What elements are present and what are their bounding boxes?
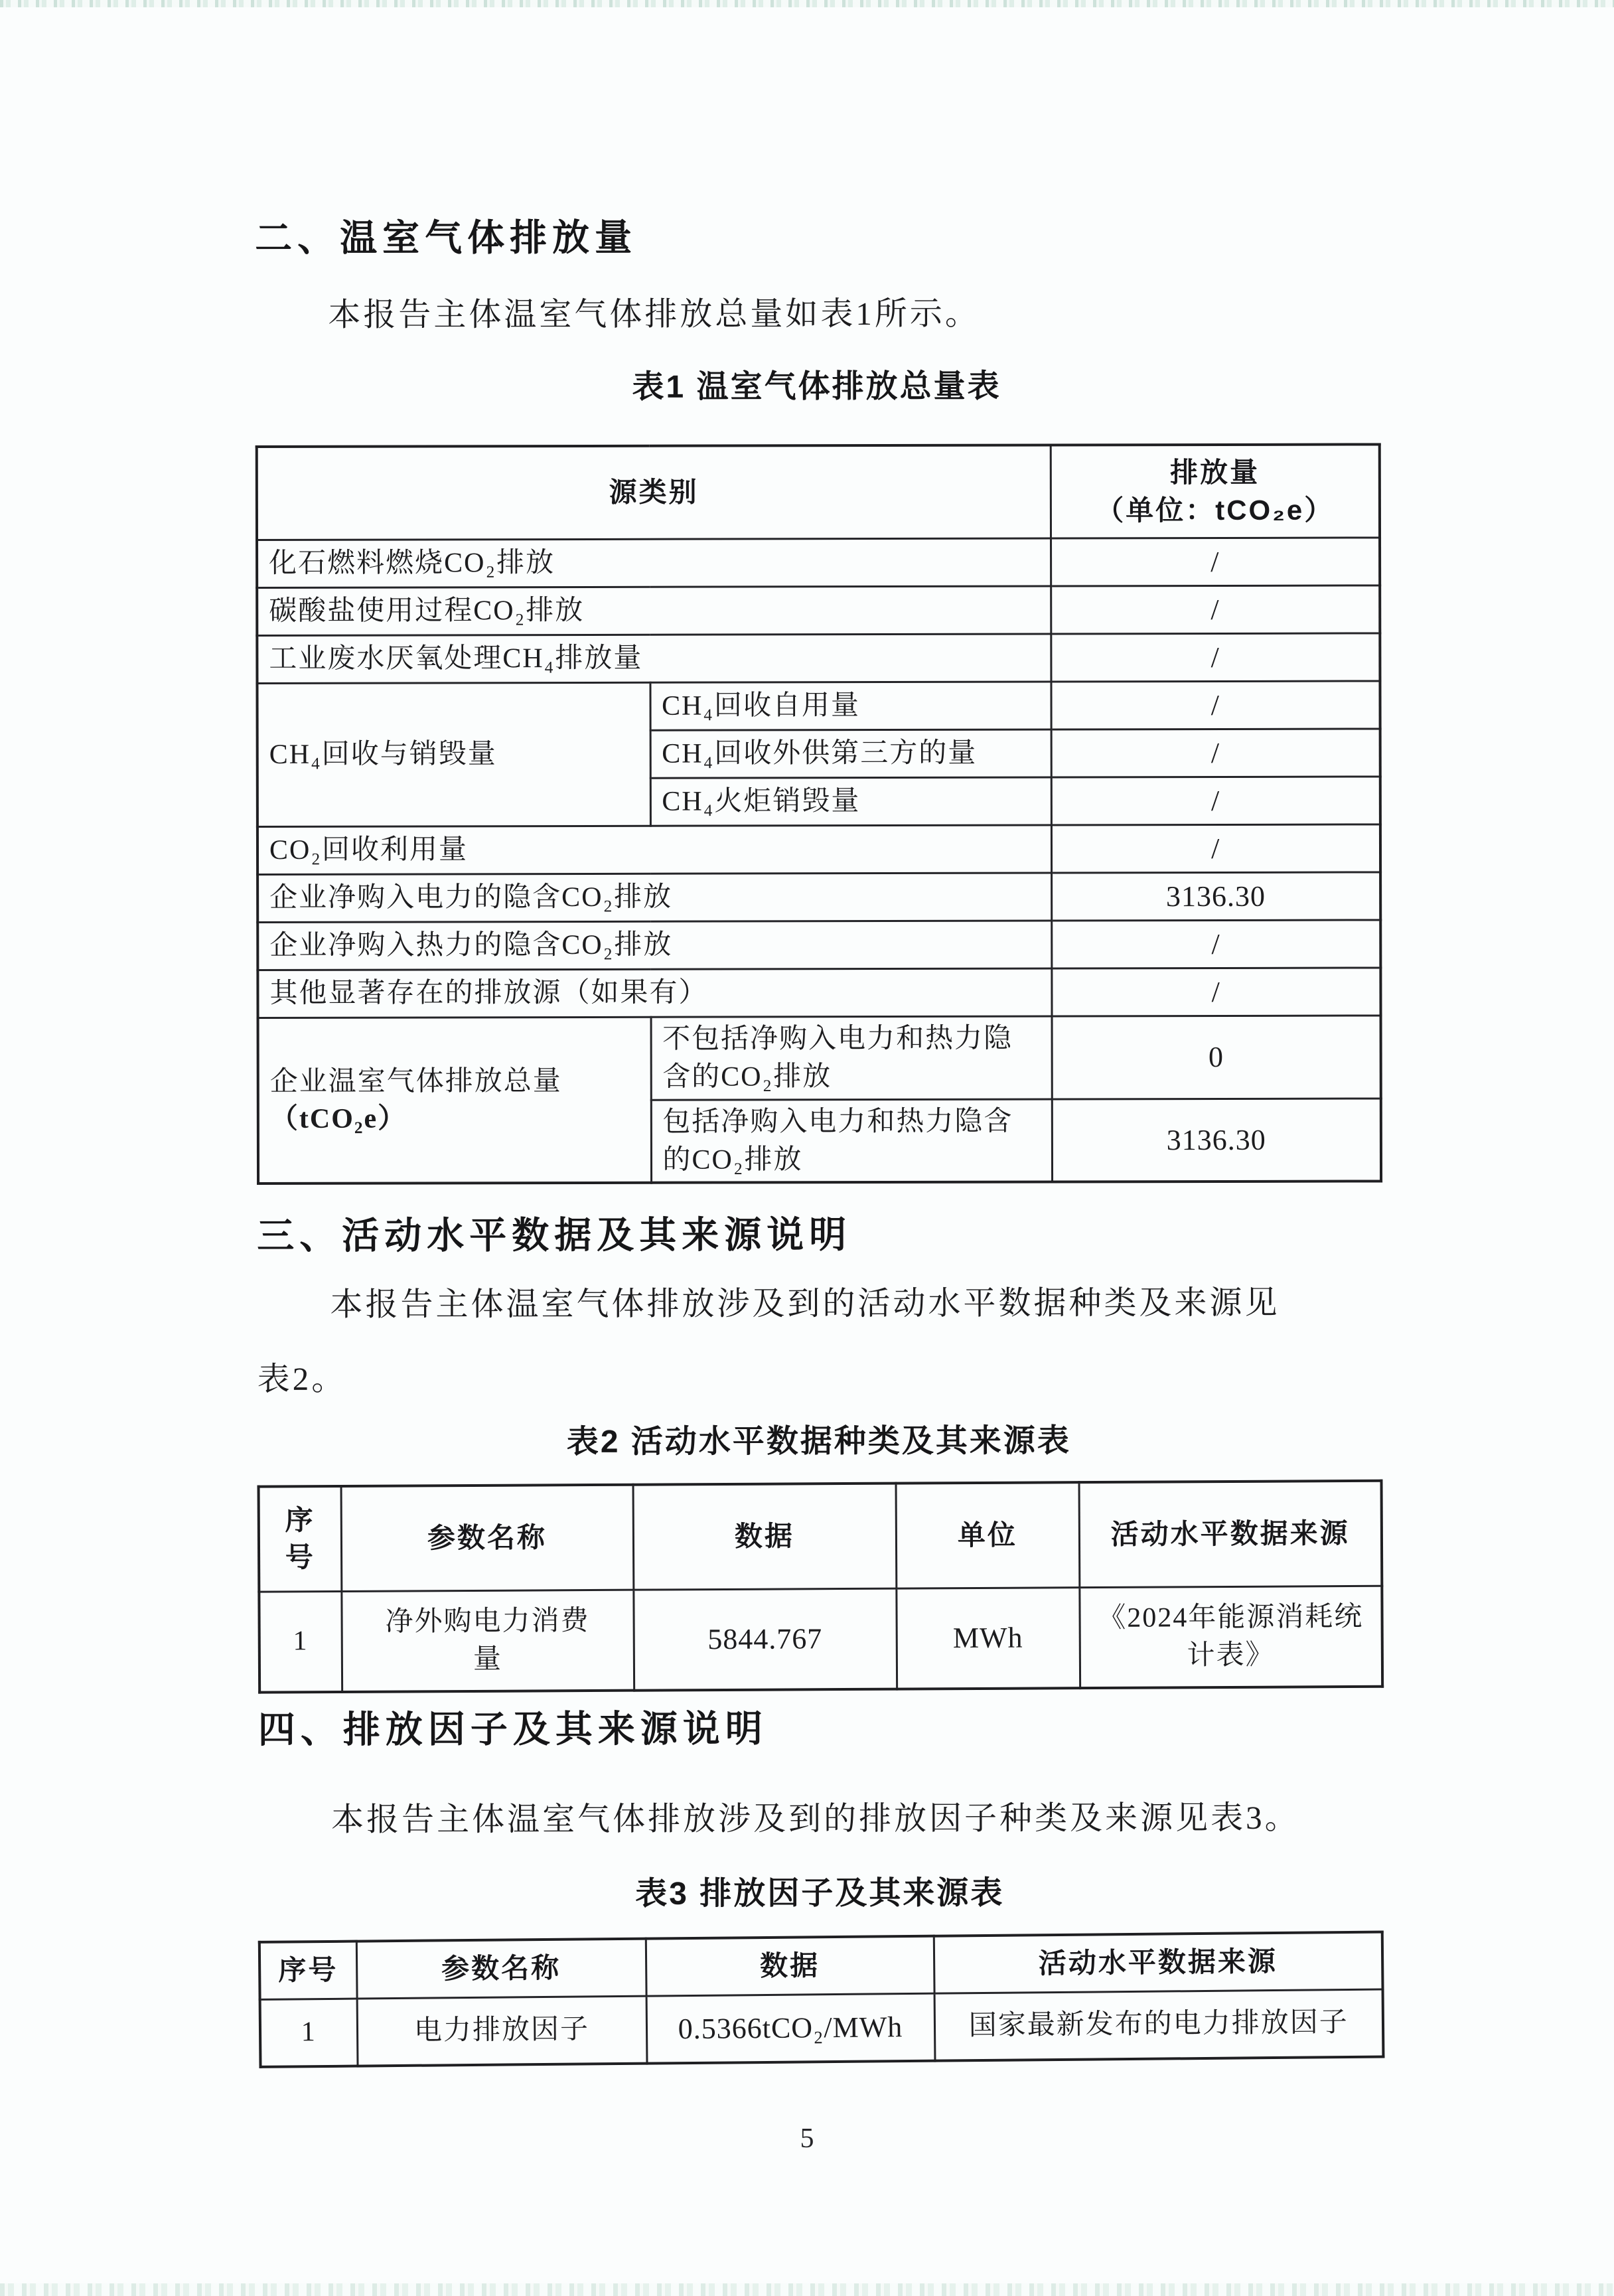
table-row bbox=[258, 1016, 1381, 1101]
table1-subrow-value: 3136.30 bbox=[1052, 1099, 1381, 1182]
table1-subrow-value: / bbox=[1051, 681, 1380, 729]
section3-intro-line1: 本报告主体温室气体排放涉及到的活动水平数据种类及来源见 bbox=[330, 1284, 1280, 1323]
table-row bbox=[257, 968, 1380, 1018]
table1-row-value: 3136.30 bbox=[1051, 872, 1380, 921]
page-content bbox=[255, 214, 1382, 2064]
section2-intro: 本报告主体温室气体排放总量如表1所示。 bbox=[328, 295, 980, 333]
table1-row-label: 碳酸盐使用过程CO₂排放 bbox=[257, 586, 1051, 636]
table2-title: 表2 活动水平数据种类及其来源表 bbox=[566, 1423, 1071, 1460]
table3-header-index: 序号 bbox=[259, 1942, 357, 1999]
table1-row-label: 企业净购入电力的隐含CO₂排放 bbox=[257, 873, 1051, 923]
table-row bbox=[257, 824, 1380, 875]
table1-subrow-value: / bbox=[1051, 777, 1380, 825]
table1-subrow-label: CH₄回收外供第三方的量 bbox=[650, 729, 1051, 778]
table1-header-amount-line2: （单位：tCO₂e） bbox=[1096, 494, 1335, 526]
table3-emission-factors bbox=[258, 1931, 1385, 2068]
table1-total-label-line2: （tCO₂e） bbox=[269, 1103, 407, 1135]
table1-title: 表1 温室气体排放总量表 bbox=[632, 368, 1001, 405]
table2-header-unit: 单位 bbox=[896, 1482, 1080, 1588]
table1-subrow-value: / bbox=[1051, 729, 1380, 777]
table1-ghg-emission-totals bbox=[256, 443, 1382, 1186]
table1-row-value: / bbox=[1051, 824, 1380, 873]
table2-header-source: 活动水平数据来源 bbox=[1079, 1480, 1382, 1586]
table-row bbox=[259, 1932, 1383, 1999]
table-row bbox=[259, 1480, 1382, 1591]
table3-cell-source: 国家最新发布的电力排放因子 bbox=[934, 1989, 1384, 2061]
table-row bbox=[257, 920, 1380, 970]
table1-ch4-group-label: CH₄回收与销毁量 bbox=[257, 682, 650, 826]
section3-heading: 三、活动水平数据及其来源说明 bbox=[257, 1213, 852, 1257]
table3-cell-parameter: 电力排放因子 bbox=[357, 1996, 647, 2066]
table1-row-label: 企业净购入热力的隐含CO₂排放 bbox=[257, 921, 1051, 970]
table1-total-group-label bbox=[258, 1017, 652, 1184]
table1-subrow-value: 0 bbox=[1052, 1016, 1381, 1099]
table-row bbox=[257, 681, 1380, 731]
table3-cell-data: 0.5366tCO₂/MWh bbox=[646, 1993, 935, 2064]
table2-header-data: 数据 bbox=[633, 1483, 897, 1589]
table1-row-value: / bbox=[1051, 968, 1380, 1016]
table1-header-amount bbox=[1051, 445, 1380, 538]
table1-row-label: 工业废水厌氧处理CH₄排放量 bbox=[257, 634, 1051, 684]
table3-header-data: 数据 bbox=[646, 1936, 934, 1996]
table1-row-value: / bbox=[1051, 633, 1380, 682]
table3-header-source: 活动水平数据来源 bbox=[934, 1932, 1383, 1993]
table1-header-source: 源类别 bbox=[257, 445, 1051, 540]
table2-cell-unit: MWh bbox=[896, 1587, 1080, 1689]
section3-intro-line2: 表2。 bbox=[257, 1360, 347, 1398]
table2-header-parameter: 参数名称 bbox=[341, 1484, 634, 1590]
section2-heading: 二、温室气体排放量 bbox=[255, 216, 638, 259]
table1-subrow-label: 不包括净购入电力和热力隐含的CO₂排放 bbox=[651, 1016, 1052, 1100]
section4-intro: 本报告主体温室气体排放涉及到的排放因子种类及来源见表3。 bbox=[331, 1799, 1300, 1838]
section3-intro bbox=[257, 1265, 1380, 1417]
table3-title: 表3 排放因子及其来源表 bbox=[635, 1876, 1005, 1912]
table1-row-label: CO₂回收利用量 bbox=[257, 825, 1051, 875]
table-row bbox=[260, 1989, 1384, 2067]
scan-edge-artifact-top bbox=[0, 0, 1614, 7]
table2-cell-index: 1 bbox=[259, 1591, 342, 1693]
table1-subrow-label: 包括净购入电力和热力隐含的CO₂排放 bbox=[651, 1099, 1052, 1183]
table1-header-amount-line1: 排放量 bbox=[1170, 456, 1260, 489]
table3-header-parameter: 参数名称 bbox=[356, 1939, 646, 1999]
table1-row-label: 化石燃料燃烧CO₂排放 bbox=[257, 538, 1051, 588]
table-row bbox=[259, 1585, 1382, 1692]
page-number: 5 bbox=[800, 2123, 814, 2154]
table2-activity-data bbox=[257, 1479, 1384, 1693]
table1-row-label: 其他显著存在的排放源（如果有） bbox=[257, 968, 1051, 1018]
scan-edge-artifact-bottom bbox=[0, 2283, 1614, 2296]
table2-cell-parameter: 净外购电力消费量 bbox=[341, 1589, 634, 1691]
table2-cell-data: 5844.767 bbox=[633, 1588, 897, 1690]
table-row bbox=[257, 538, 1380, 588]
table2-cell-source: 《2024年能源消耗统计表》 bbox=[1079, 1585, 1382, 1687]
table1-total-label-line1: 企业温室气体排放总量 bbox=[269, 1065, 562, 1097]
table1-subrow-label: CH₄火炬销毁量 bbox=[650, 777, 1051, 826]
table1-row-value: / bbox=[1051, 920, 1380, 968]
table-row bbox=[257, 445, 1380, 540]
section4-heading: 四、排放因子及其来源说明 bbox=[257, 1707, 768, 1750]
table1-subrow-label: CH₄回收自用量 bbox=[650, 682, 1051, 730]
table1-row-value: / bbox=[1051, 585, 1380, 634]
table1-row-value: / bbox=[1051, 538, 1380, 586]
table-row bbox=[257, 585, 1380, 636]
table-row bbox=[257, 633, 1380, 684]
table-row bbox=[257, 872, 1380, 923]
table2-header-index: 序号 bbox=[259, 1486, 342, 1592]
table3-cell-index: 1 bbox=[260, 1999, 358, 2067]
